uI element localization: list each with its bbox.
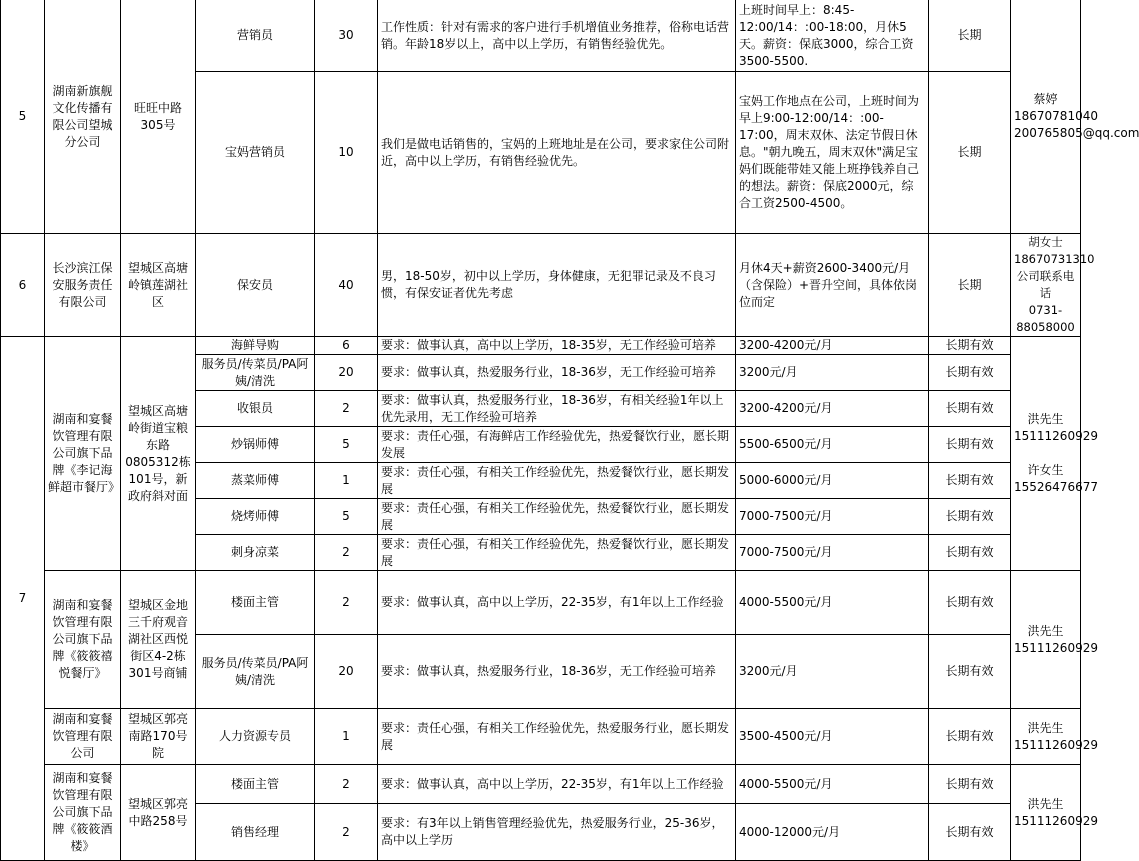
term: 长期有效 [929, 765, 1011, 804]
term: 长期有效 [929, 463, 1011, 499]
term: 长期有效 [929, 499, 1011, 535]
work-address: 望城区郭亮南路170号院 [121, 709, 196, 765]
contact: 蔡婷 18670781040 200765805@qq.com [1011, 0, 1081, 234]
position-count: 2 [315, 535, 378, 571]
salary: 3200-4200元/月 [736, 337, 929, 355]
company-name: 湖南和宴餐饮管理有限公司旗下品牌《筱筱酒楼》 [45, 765, 121, 861]
salary: 4000-5500元/月 [736, 571, 929, 635]
salary: 月休4天+薪资2600-3400元/月（含保险）+晋升空间，具体依岗位而定 [736, 234, 929, 337]
position-name: 营销员 [196, 0, 315, 72]
company-name: 湖南新旗舰文化传播有限公司望城分公司 [45, 0, 121, 234]
requirement: 工作性质：针对有需求的客户进行手机增值业务推荐，俗称电话营销。年龄18岁以上，高中以上学历，有销售经验优先。 [378, 0, 736, 72]
position-name: 楼面主管 [196, 571, 315, 635]
term: 长期有效 [929, 804, 1011, 861]
term: 长期有效 [929, 355, 1011, 391]
contact: 洪先生 15111260929 [1011, 571, 1081, 709]
table-row [1, 765, 1081, 804]
requirement: 要求：责任心强，有海鲜店工作经验优先，热爱餐饮行业，愿长期发展 [378, 427, 736, 463]
position-name: 人力资源专员 [196, 709, 315, 765]
row-number: 7 [1, 337, 45, 861]
requirement: 要求：做事认真，热爱服务行业，18-36岁，无工作经验可培养 [378, 355, 736, 391]
position-count: 30 [315, 0, 378, 72]
contact: 洪先生 15111260929 [1011, 709, 1081, 765]
position-count: 6 [315, 337, 378, 355]
term: 长期 [929, 234, 1011, 337]
requirement: 要求：做事认真，高中以上学历，22-35岁，有1年以上工作经验 [378, 571, 736, 635]
position-name: 保安员 [196, 234, 315, 337]
position-count: 1 [315, 709, 378, 765]
requirement: 要求：责任心强，有相关工作经验优先，热爱餐饮行业，愿长期发展 [378, 463, 736, 499]
salary: 7000-7500元/月 [736, 535, 929, 571]
position-count: 20 [315, 355, 378, 391]
term: 长期有效 [929, 427, 1011, 463]
company-name: 湖南和宴餐饮管理有限公司 [45, 709, 121, 765]
table-row [1, 571, 1081, 635]
position-count: 40 [315, 234, 378, 337]
requirement: 要求：做事认真，高中以上学历，22-35岁，有1年以上工作经验 [378, 765, 736, 804]
term: 长期有效 [929, 391, 1011, 427]
work-address: 望城区高塘岭街道宝粮东路0805312栋101号，新政府斜对面 [121, 337, 196, 571]
table-row [1, 0, 1081, 72]
salary: 3500-4500元/月 [736, 709, 929, 765]
term: 长期 [929, 72, 1011, 234]
work-address: 望城区金地三千府观音湖社区西悦街区4-2栋301号商铺 [121, 571, 196, 709]
position-count: 20 [315, 635, 378, 709]
row-number: 6 [1, 234, 45, 337]
requirement: 要求：做事认真，热爱服务行业，18-36岁，有相关经验1年以上优先录用，无工作经验可培养 [378, 391, 736, 427]
position-count: 1 [315, 463, 378, 499]
position-count: 10 [315, 72, 378, 234]
position-name: 销售经理 [196, 804, 315, 861]
term: 长期有效 [929, 337, 1011, 355]
contact: 胡女士 18670731310 公司联系电话 0731-88058000 [1011, 234, 1081, 337]
term: 长期有效 [929, 535, 1011, 571]
position-name: 蒸菜师傅 [196, 463, 315, 499]
position-name: 宝妈营销员 [196, 72, 315, 234]
position-name: 刺身凉菜 [196, 535, 315, 571]
salary: 5000-6000元/月 [736, 463, 929, 499]
salary: 宝妈工作地点在公司，上班时间为早上9:00-12:00/14：:00-17:00，周末双休、法定节假日休息。"朝九晚五，周末双休"满足宝妈们既能带娃又能上班挣钱养自己的想法。薪资：保底2000元，综合工资2500-4500。 [736, 72, 929, 234]
table-row [1, 337, 1081, 355]
term: 长期有效 [929, 571, 1011, 635]
work-address: 旺旺中路305号 [121, 0, 196, 234]
position-count: 5 [315, 499, 378, 535]
position-name: 收银员 [196, 391, 315, 427]
position-count: 2 [315, 765, 378, 804]
requirement: 要求：做事认真，高中以上学历，18-35岁，无工作经验可培养 [378, 337, 736, 355]
salary: 3200-4200元/月 [736, 391, 929, 427]
position-name: 楼面主管 [196, 765, 315, 804]
salary: 4000-5500元/月 [736, 765, 929, 804]
position-name: 烧烤师傅 [196, 499, 315, 535]
contact: 洪先生 15111260929 [1011, 765, 1081, 861]
work-address: 望城区郭亮中路258号 [121, 765, 196, 861]
requirement: 要求：责任心强，有相关工作经验优先，热爱餐饮行业，愿长期发展 [378, 535, 736, 571]
salary: 3200元/月 [736, 355, 929, 391]
position-name: 服务员/传菜员/PA阿姨/清洗 [196, 355, 315, 391]
salary: 上班时间早上：8:45-12:00/14：:00-18:00，月休5天。薪资：保底3000，综合工资3500-5500. [736, 0, 929, 72]
requirement: 要求：责任心强，有相关工作经验优先，热爱服务行业，愿长期发展 [378, 709, 736, 765]
position-name: 炒锅师傅 [196, 427, 315, 463]
salary: 4000-12000元/月 [736, 804, 929, 861]
position-count: 2 [315, 804, 378, 861]
position-count: 2 [315, 571, 378, 635]
position-name: 海鲜导购 [196, 337, 315, 355]
position-count: 5 [315, 427, 378, 463]
term: 长期有效 [929, 635, 1011, 709]
table-row [1, 709, 1081, 765]
requirement: 要求：做事认真，热爱服务行业，18-36岁，无工作经验可培养 [378, 635, 736, 709]
requirement: 我们是做电话销售的，宝妈的上班地址是在公司，要求家住公司附近，高中以上学历，有销售经验优先。 [378, 72, 736, 234]
salary: 7000-7500元/月 [736, 499, 929, 535]
position-count: 2 [315, 391, 378, 427]
requirement: 要求：有3年以上销售管理经验优先，热爱服务行业，25-36岁，高中以上学历 [378, 804, 736, 861]
company-name: 湖南和宴餐饮管理有限公司旗下品牌《李记海鲜超市餐厅》 [45, 337, 121, 571]
company-name: 湖南和宴餐饮管理有限公司旗下品牌《筱筱禧悦餐厅》 [45, 571, 121, 709]
term: 长期有效 [929, 709, 1011, 765]
contact: 洪先生 15111260929 许女生 15526476677 [1011, 337, 1081, 571]
position-name: 服务员/传菜员/PA阿姨/清洗 [196, 635, 315, 709]
work-address: 望城区高塘岭镇莲湖社区 [121, 234, 196, 337]
row-number: 5 [1, 0, 45, 234]
requirement: 男，18-50岁，初中以上学历，身体健康，无犯罪记录及不良习惯，有保安证者优先考虑 [378, 234, 736, 337]
salary: 5500-6500元/月 [736, 427, 929, 463]
salary: 3200元/月 [736, 635, 929, 709]
table-row [1, 234, 1081, 337]
company-name: 长沙滨江保安服务责任有限公司 [45, 234, 121, 337]
requirement: 要求：责任心强，有相关工作经验优先，热爱餐饮行业，愿长期发展 [378, 499, 736, 535]
term: 长期 [929, 0, 1011, 72]
